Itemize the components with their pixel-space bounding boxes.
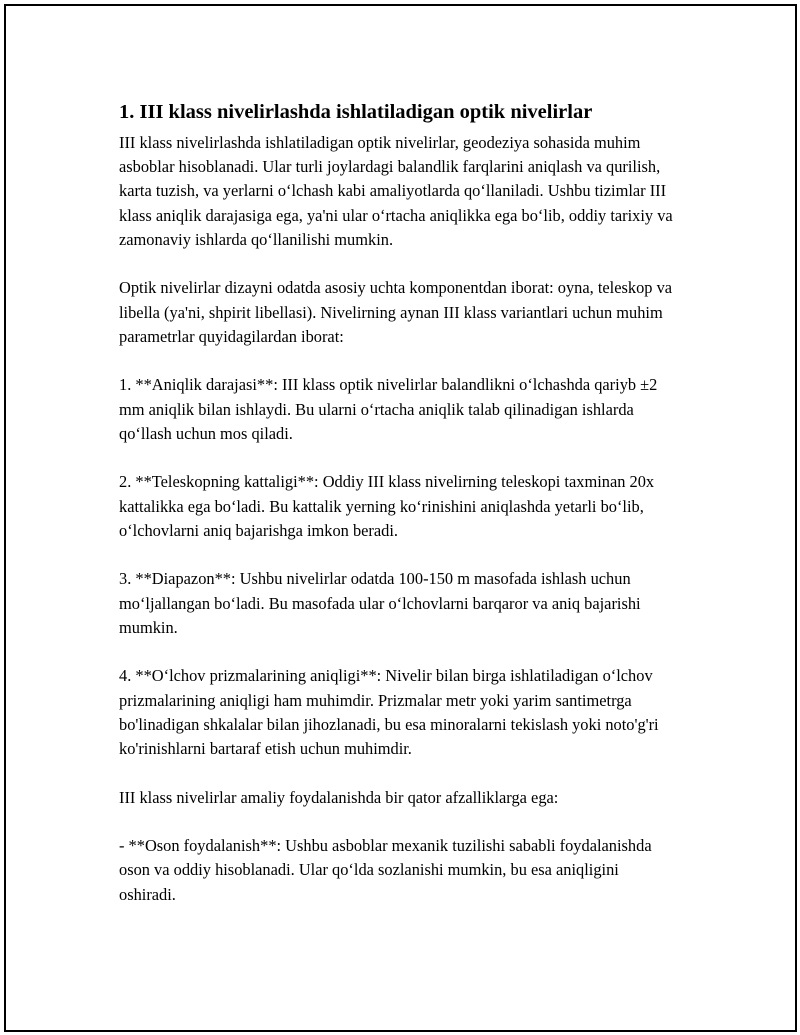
advantages-intro-paragraph: III klass nivelirlar amaliy foydalanishda bir qator afzalliklarga ega: bbox=[119, 787, 559, 807]
list-item-accuracy: 1. **Aniqlik darajasi**: III klass optik nivelirlar balandlikni o‘lchashda qariyb ±2 mm aniqlik bilan ishlaydi. Bu ularni o‘rtacha aniqlik talab qilinadigan ishlarda qo‘llash uchun mos qiladi. bbox=[119, 375, 658, 443]
list-item-telescope: 2. **Teleskopning kattaligi**: Oddiy III klass nivelirning teleskopi taxminan 20x kattalikka ega bo‘ladi. Bu kattalik yerning ko‘rinishini aniqlashda yetarli bo‘lib, o‘lchovlarni aniq bajarishga imkon beradi. bbox=[119, 472, 655, 540]
design-paragraph: Optik nivelirlar dizayni odatda asosiy uchta komponentdan iborat: oyna, teleskop va libella (ya'ni, shpirit libellasi). Nivelirning aynan III klass variantlari uchun muhim parametrlar quyidagilardan iborat: bbox=[119, 278, 673, 346]
list-item-range: 3. **Diapazon**: Ushbu nivelirlar odatda 100-150 m masofada ishlash uchun mo‘ljallangan bo‘ladi. Bu masofada ular o‘lchovlarni barqaror va aniq bajarishi mumkin. bbox=[119, 569, 641, 637]
list-item-prism-accuracy: 4. **O‘lchov prizmalarining aniqligi**: Nivelir bilan birga ishlatiladigan o‘lchov prizmalarining aniqligi ham muhimdir. Prizmalar metr yoki yarim santimetrga bo'linadigan shkalalar bilan jihozlanadi, bu esa minoralarni tekislash yoki noto'g'ri ko'rinishlarni bartaraf etish uchun muhimdir. bbox=[119, 666, 659, 759]
document-body bbox=[119, 98, 679, 931]
section-heading: 1. III klass nivelirlashda ishlatiladigan optik nivelirlar bbox=[119, 101, 593, 123]
bullet-easy-use: - **Oson foydalanish**: Ushbu asboblar mexanik tuzilishi sababli foydalanishda oson va oddiy hisoblanadi. Ular qo‘lda sozlanishi mumkin, bu esa aniqligini oshiradi. bbox=[119, 836, 652, 904]
intro-paragraph: III klass nivelirlashda ishlatiladigan optik nivelirlar, geodeziya sohasida muhim asboblar hisoblanadi. Ular turli joylardagi balandlik farqlarini aniqlash va qurilish, karta tuzish, va yerlarni o‘lchash kabi amaliyotlarda qo‘llaniladi. Ushbu tizimlar III klass aniqlik darajasiga ega, ya'ni ular o‘rtacha aniqlikka ega bo‘lib, oddiy tarixiy va zamonaviy ishlarda qo‘llanilishi mumkin. bbox=[119, 133, 673, 249]
page-frame bbox=[4, 4, 797, 1032]
